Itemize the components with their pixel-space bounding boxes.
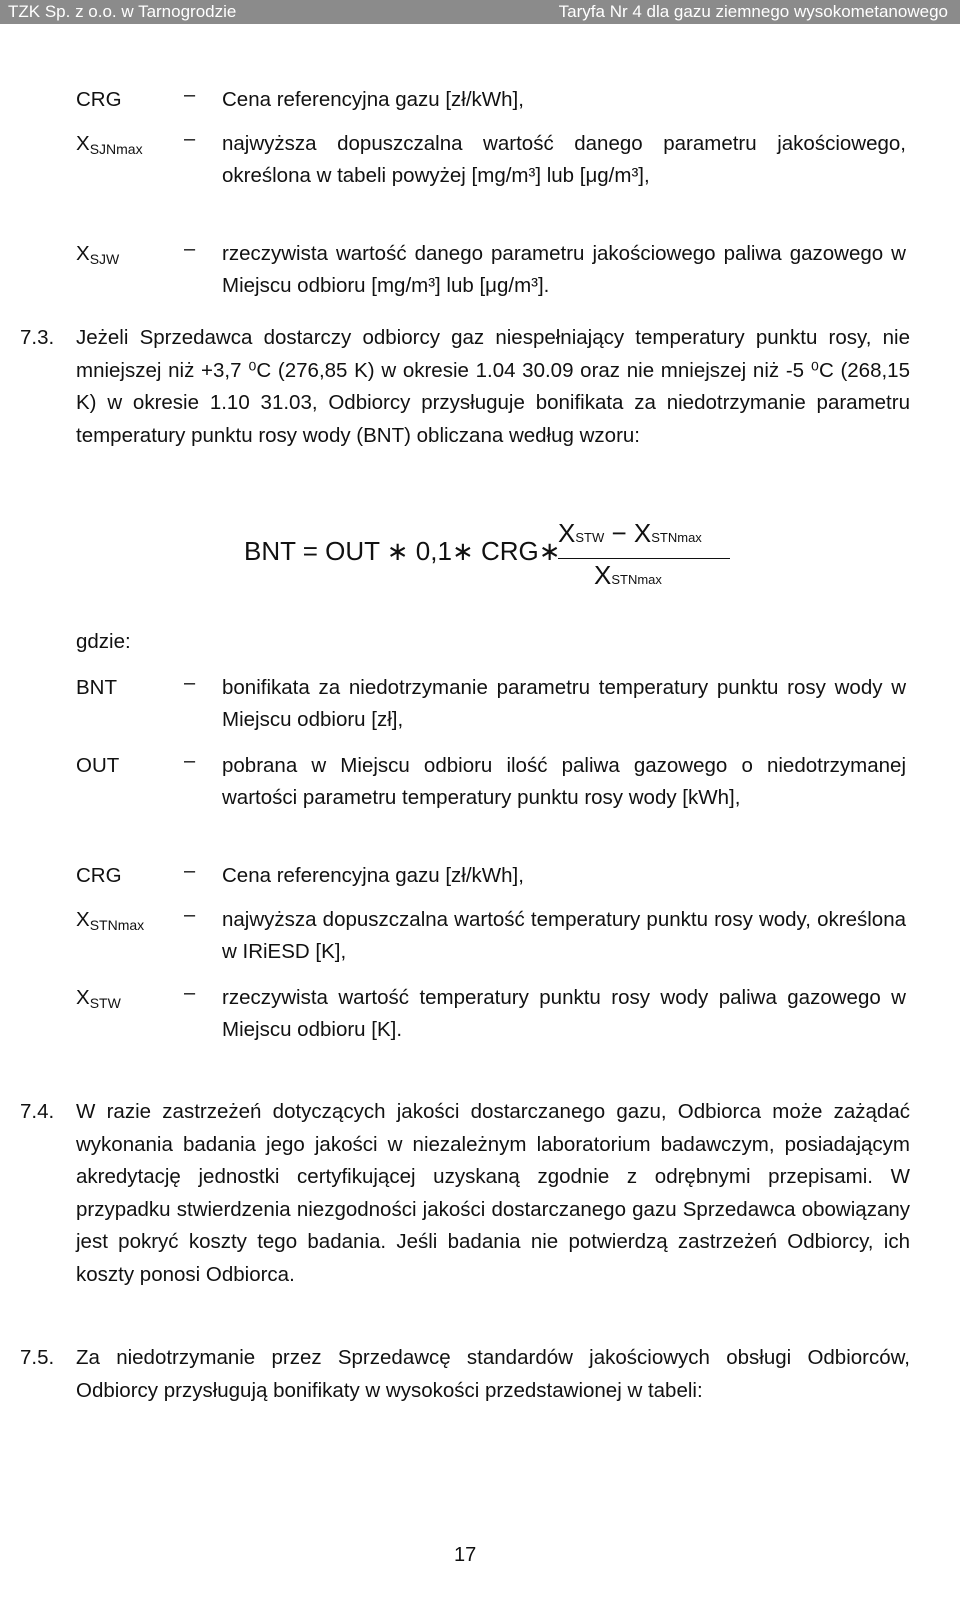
paragraph-text: Za niedotrzymanie przez Sprzedawcę standardów jakościowych obsługi Odbiorców, Odbiorcy przysługują bonifikaty w wysokości przedstawionej w tabeli:	[76, 1346, 910, 1402]
definition-dash: –	[184, 238, 196, 260]
paragraph-7-4	[20, 1096, 910, 1291]
paragraph-7-3	[20, 322, 910, 452]
definition-x-sjw	[76, 238, 906, 318]
definition-text: pobrana w Miejscu odbioru ilość paliwa gazowego o niedotrzymanej wartości parametru temperatury punktu rosy wody [kWh],	[222, 754, 906, 809]
paragraph-number: 7.4.	[20, 1100, 55, 1123]
definition-symbol: $X_{STNmax}$	[76, 908, 145, 933]
definition-x-stnmax	[76, 904, 906, 982]
definition-dash: –	[184, 672, 196, 694]
fraction-line	[558, 558, 730, 559]
definition-x-stw	[76, 982, 906, 1060]
definition-dash: –	[184, 750, 196, 772]
definition-bnt	[76, 672, 906, 750]
header-company: TZK Sp. z o.o. w Tarnogrodzie	[8, 2, 237, 21]
page-header	[0, 0, 960, 24]
definition-dash: –	[184, 128, 196, 150]
definition-symbol: $X_{SJNmax}$	[76, 132, 143, 157]
definitions-list-top	[76, 84, 906, 318]
definition-dash: –	[184, 84, 196, 106]
paragraph-text: W razie zastrzeżeń dotyczących jakości dostarczanego gazu, Odbiorca może zażądać wykonania badania jego jakości w niezależnym laboratorium badawczym, posiadającym akredytację jednostki certyfikującej uzyskaną zgodnie z odrębnymi przepisami. W przypadku stwierdzenia niezgodności jakości dostarczanego gazu Sprzedawca obowiązany jest pokryć koszty tego badania. Jeśli badania nie potwierdzą zastrzeżeń Odbiorcy, ich koszty ponosi Odbiorca.	[76, 1100, 910, 1286]
definition-symbol: CRG	[76, 864, 122, 887]
definition-dash: –	[184, 982, 196, 1004]
definition-text: Cena referencyjna gazu [zł/kWh],	[222, 864, 524, 887]
definition-symbol: OUT	[76, 754, 120, 777]
definition-out	[76, 750, 906, 860]
definition-symbol: BNT	[76, 676, 117, 699]
definitions-list-bottom	[76, 672, 906, 1060]
definition-dash: –	[184, 860, 196, 882]
definition-symbol: CRG	[76, 88, 122, 111]
paragraph-number: 7.3.	[20, 326, 55, 349]
definition-crg	[76, 84, 906, 128]
definition-dash: –	[184, 904, 196, 926]
where-label: gdzie:	[76, 630, 131, 653]
definition-text: rzeczywista wartość danego parametru jakościowego paliwa gazowego w Miejscu odbioru [mg/m³] lub [μg/m³].	[222, 242, 906, 297]
formula-left-side: BNT = OUT ∗ 0,1∗ CRG∗	[244, 536, 561, 566]
definition-text: bonifikata za niedotrzymanie parametru temperatury punktu rosy wody w Miejscu odbioru [zł],	[222, 676, 906, 731]
formula-numerator: XSTW − XSTNmax	[558, 518, 702, 548]
definition-crg-bottom	[76, 860, 906, 904]
definition-symbol: $X_{STW}$	[76, 986, 121, 1011]
page-number: 17	[454, 1544, 477, 1566]
paragraph-7-5	[20, 1342, 910, 1407]
bnt-formula	[244, 518, 744, 608]
header-document-title: Taryfa Nr 4 dla gazu ziemnego wysokometanowego	[558, 2, 948, 21]
definition-text: Cena referencyjna gazu [zł/kWh],	[222, 88, 524, 111]
definition-text: najwyższa dopuszczalna wartość temperatury punktu rosy wody, określona w IRiESD [K],	[222, 908, 906, 963]
paragraph-number: 7.5.	[20, 1346, 55, 1369]
paragraph-text: Jeżeli Sprzedawca dostarczy odbiorcy gaz niespełniający temperatury punktu rosy, nie mniejszej niż +3,7 ⁰C (276,85 K) w okresie 1.04 30.09 oraz nie mniejszej niż -5 ⁰C (268,15 K) w okresie 1.10 31.03, Odbiorcy przysługuje bonifikata za niedotrzymanie parametru temperatury punktu rosy wody (BNT) obliczana według wzoru:	[76, 326, 910, 447]
definition-x-sjnmax	[76, 128, 906, 238]
formula-denominator: XSTNmax	[594, 560, 662, 590]
definition-text: najwyższa dopuszczalna wartość danego parametru jakościowego, określona w tabeli powyżej [mg/m³] lub [μg/m³],	[222, 132, 906, 187]
definition-symbol: $X_{SJW}$	[76, 242, 120, 267]
definition-text: rzeczywista wartość temperatury punktu rosy wody paliwa gazowego w Miejscu odbioru [K].	[222, 986, 906, 1041]
